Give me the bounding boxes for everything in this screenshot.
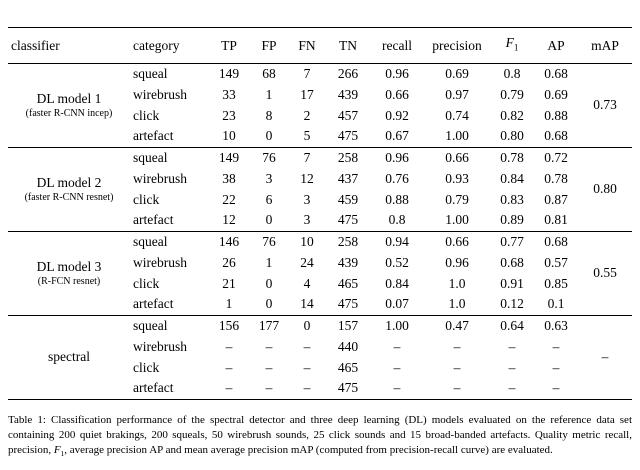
cell-fp: 76 xyxy=(262,149,276,165)
cell-fp: – xyxy=(265,338,273,354)
cell-fn: 4 xyxy=(303,275,311,291)
cell-tp: 10 xyxy=(222,128,236,144)
cell-ap: – xyxy=(552,338,560,354)
cell-fn: 3 xyxy=(303,191,311,207)
classifier-cell xyxy=(8,315,130,399)
cell-ap: 0.68 xyxy=(544,128,568,144)
f1-symbol: F xyxy=(505,35,514,50)
cell-category: squeal xyxy=(133,65,168,81)
cell-recall: 0.07 xyxy=(385,296,409,312)
cell-tn: 439 xyxy=(337,254,359,270)
cell-fn: 7 xyxy=(303,65,311,81)
cell-recall: 0.76 xyxy=(385,170,409,186)
cell-tn: 475 xyxy=(337,212,359,228)
cell-recall: 0.96 xyxy=(385,65,409,81)
cell-ap: 0.78 xyxy=(544,170,568,186)
cell-category: artefact xyxy=(133,212,174,228)
table-body xyxy=(8,63,632,399)
cell-fp: 6 xyxy=(265,191,273,207)
cell-tp: – xyxy=(225,359,233,375)
cell-map: 0.55 xyxy=(593,265,617,281)
col-header-map: mAP xyxy=(591,37,619,53)
classifier-cell xyxy=(8,147,130,231)
classifier-name: DL model 1 xyxy=(36,90,102,106)
cell-fn: 5 xyxy=(303,128,311,144)
classifier-cell xyxy=(8,63,130,147)
cell-recall: – xyxy=(393,359,401,375)
cell-tn: 475 xyxy=(337,380,359,396)
cell-tn: 465 xyxy=(337,359,359,375)
cell-ap: 0.57 xyxy=(544,254,568,270)
cell-f1: 0.83 xyxy=(500,191,524,207)
cell-category: artefact xyxy=(133,128,174,144)
cell-tp: 21 xyxy=(222,275,236,291)
cell-tp: 23 xyxy=(222,107,236,123)
cell-f1: 0.68 xyxy=(500,254,524,270)
cell-fn: – xyxy=(303,338,311,354)
cell-recall: 1.00 xyxy=(385,317,409,333)
cell-tp: 149 xyxy=(218,149,240,165)
cell-f1: 0.91 xyxy=(500,275,524,291)
col-header-fn: FN xyxy=(298,37,316,53)
cell-f1: 0.78 xyxy=(500,149,524,165)
cell-tp: 156 xyxy=(218,317,240,333)
cell-fn: 0 xyxy=(303,317,311,333)
cell-tp: 1 xyxy=(225,296,233,312)
col-header-precision: precision xyxy=(432,37,482,53)
cell-tn: 457 xyxy=(337,107,359,123)
cell-fn: 17 xyxy=(300,86,314,102)
cell-ap: 0.68 xyxy=(544,65,568,81)
cell-recall: 0.66 xyxy=(385,86,409,102)
cell-recall: 0.52 xyxy=(385,254,409,270)
cell-f1: 0.77 xyxy=(500,233,524,249)
col-header-fp: FP xyxy=(261,37,277,53)
cell-fp: 1 xyxy=(265,254,273,270)
cell-fn: 14 xyxy=(300,296,314,312)
cell-recall: 0.96 xyxy=(385,149,409,165)
table-row xyxy=(8,231,632,252)
cell-fn: 7 xyxy=(303,149,311,165)
cell-fp: 76 xyxy=(262,233,276,249)
cell-tn: 440 xyxy=(337,338,359,354)
cell-recall: 0.8 xyxy=(388,212,406,228)
cell-tp: 33 xyxy=(222,86,236,102)
cell-precision: 0.66 xyxy=(445,149,469,165)
cell-category: squeal xyxy=(133,233,168,249)
cell-precision: 0.66 xyxy=(445,233,469,249)
cell-f1: – xyxy=(508,380,516,396)
f1-subscript: 1 xyxy=(513,42,519,53)
cell-fp: 0 xyxy=(265,296,273,312)
cell-ap: 0.87 xyxy=(544,191,568,207)
cell-f1: 0.80 xyxy=(500,128,524,144)
col-header-f1 xyxy=(490,28,534,64)
cell-fp: 0 xyxy=(265,212,273,228)
cell-ap: 0.63 xyxy=(544,317,568,333)
col-header-category: category xyxy=(133,37,180,53)
cell-tn: 439 xyxy=(337,86,359,102)
cell-precision: 1.0 xyxy=(448,296,466,312)
cell-fn: 3 xyxy=(303,212,311,228)
cell-precision: – xyxy=(453,359,461,375)
cell-precision: 1.0 xyxy=(448,275,466,291)
cell-fn: 10 xyxy=(300,233,314,249)
col-header-classifier: classifier xyxy=(11,37,60,53)
cell-fp: 8 xyxy=(265,107,273,123)
cell-ap: 0.85 xyxy=(544,275,568,291)
cell-category: wirebrush xyxy=(133,338,187,354)
cell-category: artefact xyxy=(133,380,174,396)
results-table xyxy=(8,27,632,400)
cell-fn: 24 xyxy=(300,254,314,270)
caption-text-2: , average precision AP and mean average precision mAP (computed from precision-recall curve) are evaluated. xyxy=(64,444,553,457)
cell-ap: – xyxy=(552,359,560,375)
cell-precision: 0.96 xyxy=(445,254,469,270)
cell-category: click xyxy=(133,107,160,123)
cell-fn: 2 xyxy=(303,107,311,123)
cell-tn: 258 xyxy=(337,149,359,165)
cell-map: 0.73 xyxy=(593,97,617,113)
cell-precision: 0.47 xyxy=(445,317,469,333)
col-header-tn: TN xyxy=(339,37,357,53)
cell-ap: 0.68 xyxy=(544,233,568,249)
cell-ap: – xyxy=(552,380,560,396)
cell-f1: 0.84 xyxy=(500,170,524,186)
cell-category: click xyxy=(133,191,160,207)
cell-category: artefact xyxy=(133,296,174,312)
cell-precision: 0.93 xyxy=(445,170,469,186)
cell-category: wirebrush xyxy=(133,170,187,186)
cell-category: squeal xyxy=(133,317,168,333)
cell-f1: 0.79 xyxy=(500,86,524,102)
cell-recall: 0.84 xyxy=(385,275,409,291)
cell-fp: – xyxy=(265,359,273,375)
table-caption xyxy=(8,413,632,460)
cell-category: click xyxy=(133,275,160,291)
cell-fp: 1 xyxy=(265,86,273,102)
cell-ap: 0.81 xyxy=(544,212,568,228)
cell-fn: – xyxy=(303,380,311,396)
cell-fn: 12 xyxy=(300,170,314,186)
cell-ap: 0.72 xyxy=(544,149,568,165)
cell-f1: 0.64 xyxy=(500,317,524,333)
cell-category: click xyxy=(133,359,160,375)
classifier-name: DL model 3 xyxy=(36,258,102,274)
cell-category: squeal xyxy=(133,149,168,165)
cell-fp: – xyxy=(265,380,273,396)
cell-precision: 0.97 xyxy=(445,86,469,102)
cell-f1: 0.8 xyxy=(503,65,521,81)
cell-recall: 0.67 xyxy=(385,128,409,144)
cell-recall: 0.88 xyxy=(385,191,409,207)
cell-fn: – xyxy=(303,359,311,375)
cell-tn: 437 xyxy=(337,170,359,186)
cell-tp: 22 xyxy=(222,191,236,207)
cell-tn: 258 xyxy=(337,233,359,249)
cell-tp: 26 xyxy=(222,254,236,270)
cell-f1: 0.89 xyxy=(500,212,524,228)
classifier-subtitle: (R-FCN resnet) xyxy=(37,275,101,287)
cell-tn: 266 xyxy=(337,65,359,81)
table-header xyxy=(8,28,632,64)
cell-precision: 0.69 xyxy=(445,65,469,81)
cell-tp: 12 xyxy=(222,212,236,228)
header-row xyxy=(8,28,632,64)
cell-tn: 475 xyxy=(337,128,359,144)
cell-precision: 1.00 xyxy=(445,212,469,228)
cell-fp: 0 xyxy=(265,275,273,291)
cell-fp: 177 xyxy=(258,317,280,333)
cell-precision: 0.79 xyxy=(445,191,469,207)
f1-subscript: 1 xyxy=(60,449,65,459)
cell-ap: 0.88 xyxy=(544,107,568,123)
classifier-name: DL model 2 xyxy=(36,174,102,190)
classifier-subtitle: (faster R-CNN resnet) xyxy=(24,191,114,203)
cell-tp: – xyxy=(225,380,233,396)
cell-tn: 157 xyxy=(337,317,359,333)
cell-precision: – xyxy=(453,338,461,354)
cell-tp: – xyxy=(225,338,233,354)
cell-precision: – xyxy=(453,380,461,396)
table-row xyxy=(8,63,632,84)
cell-tn: 465 xyxy=(337,275,359,291)
table-row xyxy=(8,147,632,168)
col-header-ap: AP xyxy=(547,37,565,53)
cell-precision: 1.00 xyxy=(445,128,469,144)
cell-tp: 38 xyxy=(222,170,236,186)
cell-tn: 459 xyxy=(337,191,359,207)
cell-map: 0.80 xyxy=(593,181,617,197)
cell-fp: 0 xyxy=(265,128,273,144)
cell-tp: 146 xyxy=(218,233,240,249)
cell-ap: 0.1 xyxy=(547,296,565,312)
cell-recall: 0.94 xyxy=(385,233,409,249)
cell-tn: 475 xyxy=(337,296,359,312)
cell-category: wirebrush xyxy=(133,254,187,270)
cell-f1: 0.82 xyxy=(500,107,524,123)
cell-precision: 0.74 xyxy=(445,107,469,123)
cell-f1: – xyxy=(508,359,516,375)
cell-fp: 3 xyxy=(265,170,273,186)
classifier-cell xyxy=(8,231,130,315)
col-header-tp: TP xyxy=(221,37,237,53)
f1-symbol: F xyxy=(53,444,61,457)
cell-recall: – xyxy=(393,338,401,354)
caption-text-1: Table 1: Classification performance of the spectral detector and three deep learning (DL) models evaluated on the reference data set containing 200 quiet brakings, 200 squeals, 50 wirebrush sounds, 25 click sounds and 15 broad-banded artefacts. Quality metric recall, precision, xyxy=(8,413,632,457)
classifier-name: spectral xyxy=(48,349,90,365)
classifier-subtitle: (faster R-CNN incep) xyxy=(25,107,113,119)
cell-map: – xyxy=(601,349,609,365)
col-header-recall: recall xyxy=(382,37,412,53)
cell-tp: 149 xyxy=(218,65,240,81)
cell-ap: 0.69 xyxy=(544,86,568,102)
cell-category: wirebrush xyxy=(133,86,187,102)
table-row xyxy=(8,315,632,336)
cell-f1: – xyxy=(508,338,516,354)
cell-f1: 0.12 xyxy=(500,296,524,312)
cell-recall: 0.92 xyxy=(385,107,409,123)
cell-fp: 68 xyxy=(262,65,276,81)
cell-recall: – xyxy=(393,380,401,396)
